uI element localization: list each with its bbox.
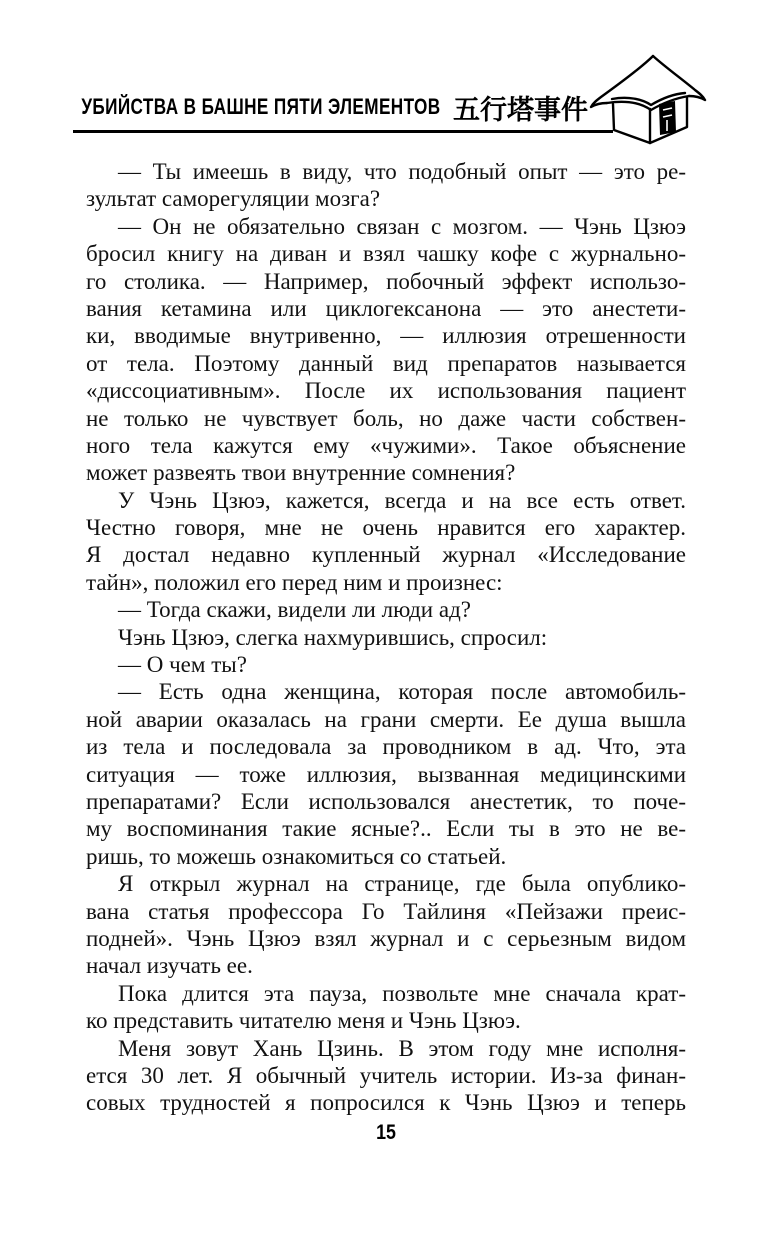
text-line: Пока длится эта пауза, позвольте мне сначала крат- bbox=[118, 980, 686, 1006]
paragraph bbox=[86, 596, 686, 623]
text-line: ко представить читателю меня и Чэнь Цзюэ. bbox=[86, 1008, 521, 1034]
paragraph bbox=[86, 1035, 686, 1117]
text-line: ного тела кажутся ему «чужими». Такое объяснение bbox=[86, 432, 686, 458]
text-line: Я открыл журнал на странице, где была опублико- bbox=[118, 871, 686, 897]
text-line: не только не чувствует боль, но даже части собствен- bbox=[86, 405, 686, 431]
text-line: ной аварии оказалась на грани смерти. Ее душа вышла bbox=[86, 706, 686, 732]
text-line: — Тогда скажи, видели ли люди ад? bbox=[118, 597, 471, 623]
text-line: «диссоциативным». После их использования пациент bbox=[86, 378, 686, 404]
text-line: ки, вводимые внутривенно, — иллюзия отрешенности bbox=[86, 323, 686, 349]
text-line: препаратами? Если использовался анестетик, то поче- bbox=[86, 788, 686, 814]
text-line: тайн», положил его перед ним и произнес: bbox=[86, 569, 503, 595]
text-line: бросил книгу на диван и взял чашку кофе с журнально- bbox=[86, 241, 686, 267]
text-line: — О чем ты? bbox=[118, 652, 247, 678]
text-line: ришь, то можешь ознакомиться со статьей. bbox=[86, 843, 507, 869]
paragraph bbox=[86, 678, 686, 870]
running-title-russian: УБИЙСТВА В БАШНЕ ПЯТИ ЭЛЕМЕНТОВ bbox=[81, 94, 441, 119]
text-line: от тела. Поэтому данный вид препаратов называется bbox=[86, 350, 686, 376]
paragraph bbox=[86, 980, 686, 1035]
text-line: му воспоминания такие ясные?.. Если ты в это не ве- bbox=[86, 816, 686, 842]
text-line: Чэнь Цзюэ, слегка нахмурившись, спросил: bbox=[118, 624, 548, 650]
text-line: начал изучать ее. bbox=[86, 953, 253, 979]
page-number: 15 bbox=[376, 1121, 396, 1144]
text-line: вания кетамина или циклогексанона — это анестети- bbox=[86, 295, 686, 321]
text-line: — Он не обязательно связан с мозгом. — Чэнь Цзюэ bbox=[118, 213, 686, 239]
text-line: зультат саморегуляции мозга? bbox=[86, 186, 381, 212]
text-line: — Есть одна женщина, которая после автомобиль- bbox=[118, 679, 686, 705]
paragraph bbox=[86, 624, 686, 651]
text-line: Я достал недавно купленный журнал «Исследование bbox=[86, 542, 686, 568]
running-title-chinese: 五行塔事件 bbox=[453, 94, 588, 126]
header-rule bbox=[73, 130, 613, 133]
text-line: Меня зовут Хань Цзинь. В этом году мне исполня- bbox=[118, 1035, 686, 1061]
text-line: ситуация — тоже иллюзия, вызванная медицинскими bbox=[86, 761, 686, 787]
text-line: — Ты имеешь в виду, что подобный опыт — это ре- bbox=[118, 159, 686, 184]
text-line: го столика. — Например, побочный эффект использо- bbox=[86, 268, 686, 294]
text-line: ется 30 лет. Я обычный учитель истории. Из-за финан- bbox=[86, 1062, 686, 1088]
text-line: У Чэнь Цзюэ, кажется, всегда и на все есть ответ. bbox=[118, 487, 686, 513]
text-line: совых трудностей я попросился к Чэнь Цзюэ и теперь bbox=[86, 1090, 686, 1116]
running-head bbox=[0, 90, 588, 124]
paragraph bbox=[86, 487, 686, 597]
paragraph bbox=[86, 651, 686, 678]
text-line: подней». Чэнь Цзюэ взял журнал и с серьезным видом bbox=[86, 925, 686, 951]
body-text bbox=[86, 158, 686, 1117]
paragraph bbox=[86, 158, 686, 213]
text-line: из тела и последовала за проводником в ад. Что, эта bbox=[86, 734, 686, 760]
text-line: вана статья профессора Го Тайлиня «Пейзажи преис- bbox=[86, 898, 686, 924]
text-line: Честно говоря, мне не очень нравится его характер. bbox=[86, 515, 686, 541]
text-line: может развеять твои внутренние сомнения? bbox=[86, 460, 516, 486]
paragraph bbox=[86, 870, 686, 980]
paragraph bbox=[86, 213, 686, 487]
pagoda-icon bbox=[589, 52, 707, 146]
